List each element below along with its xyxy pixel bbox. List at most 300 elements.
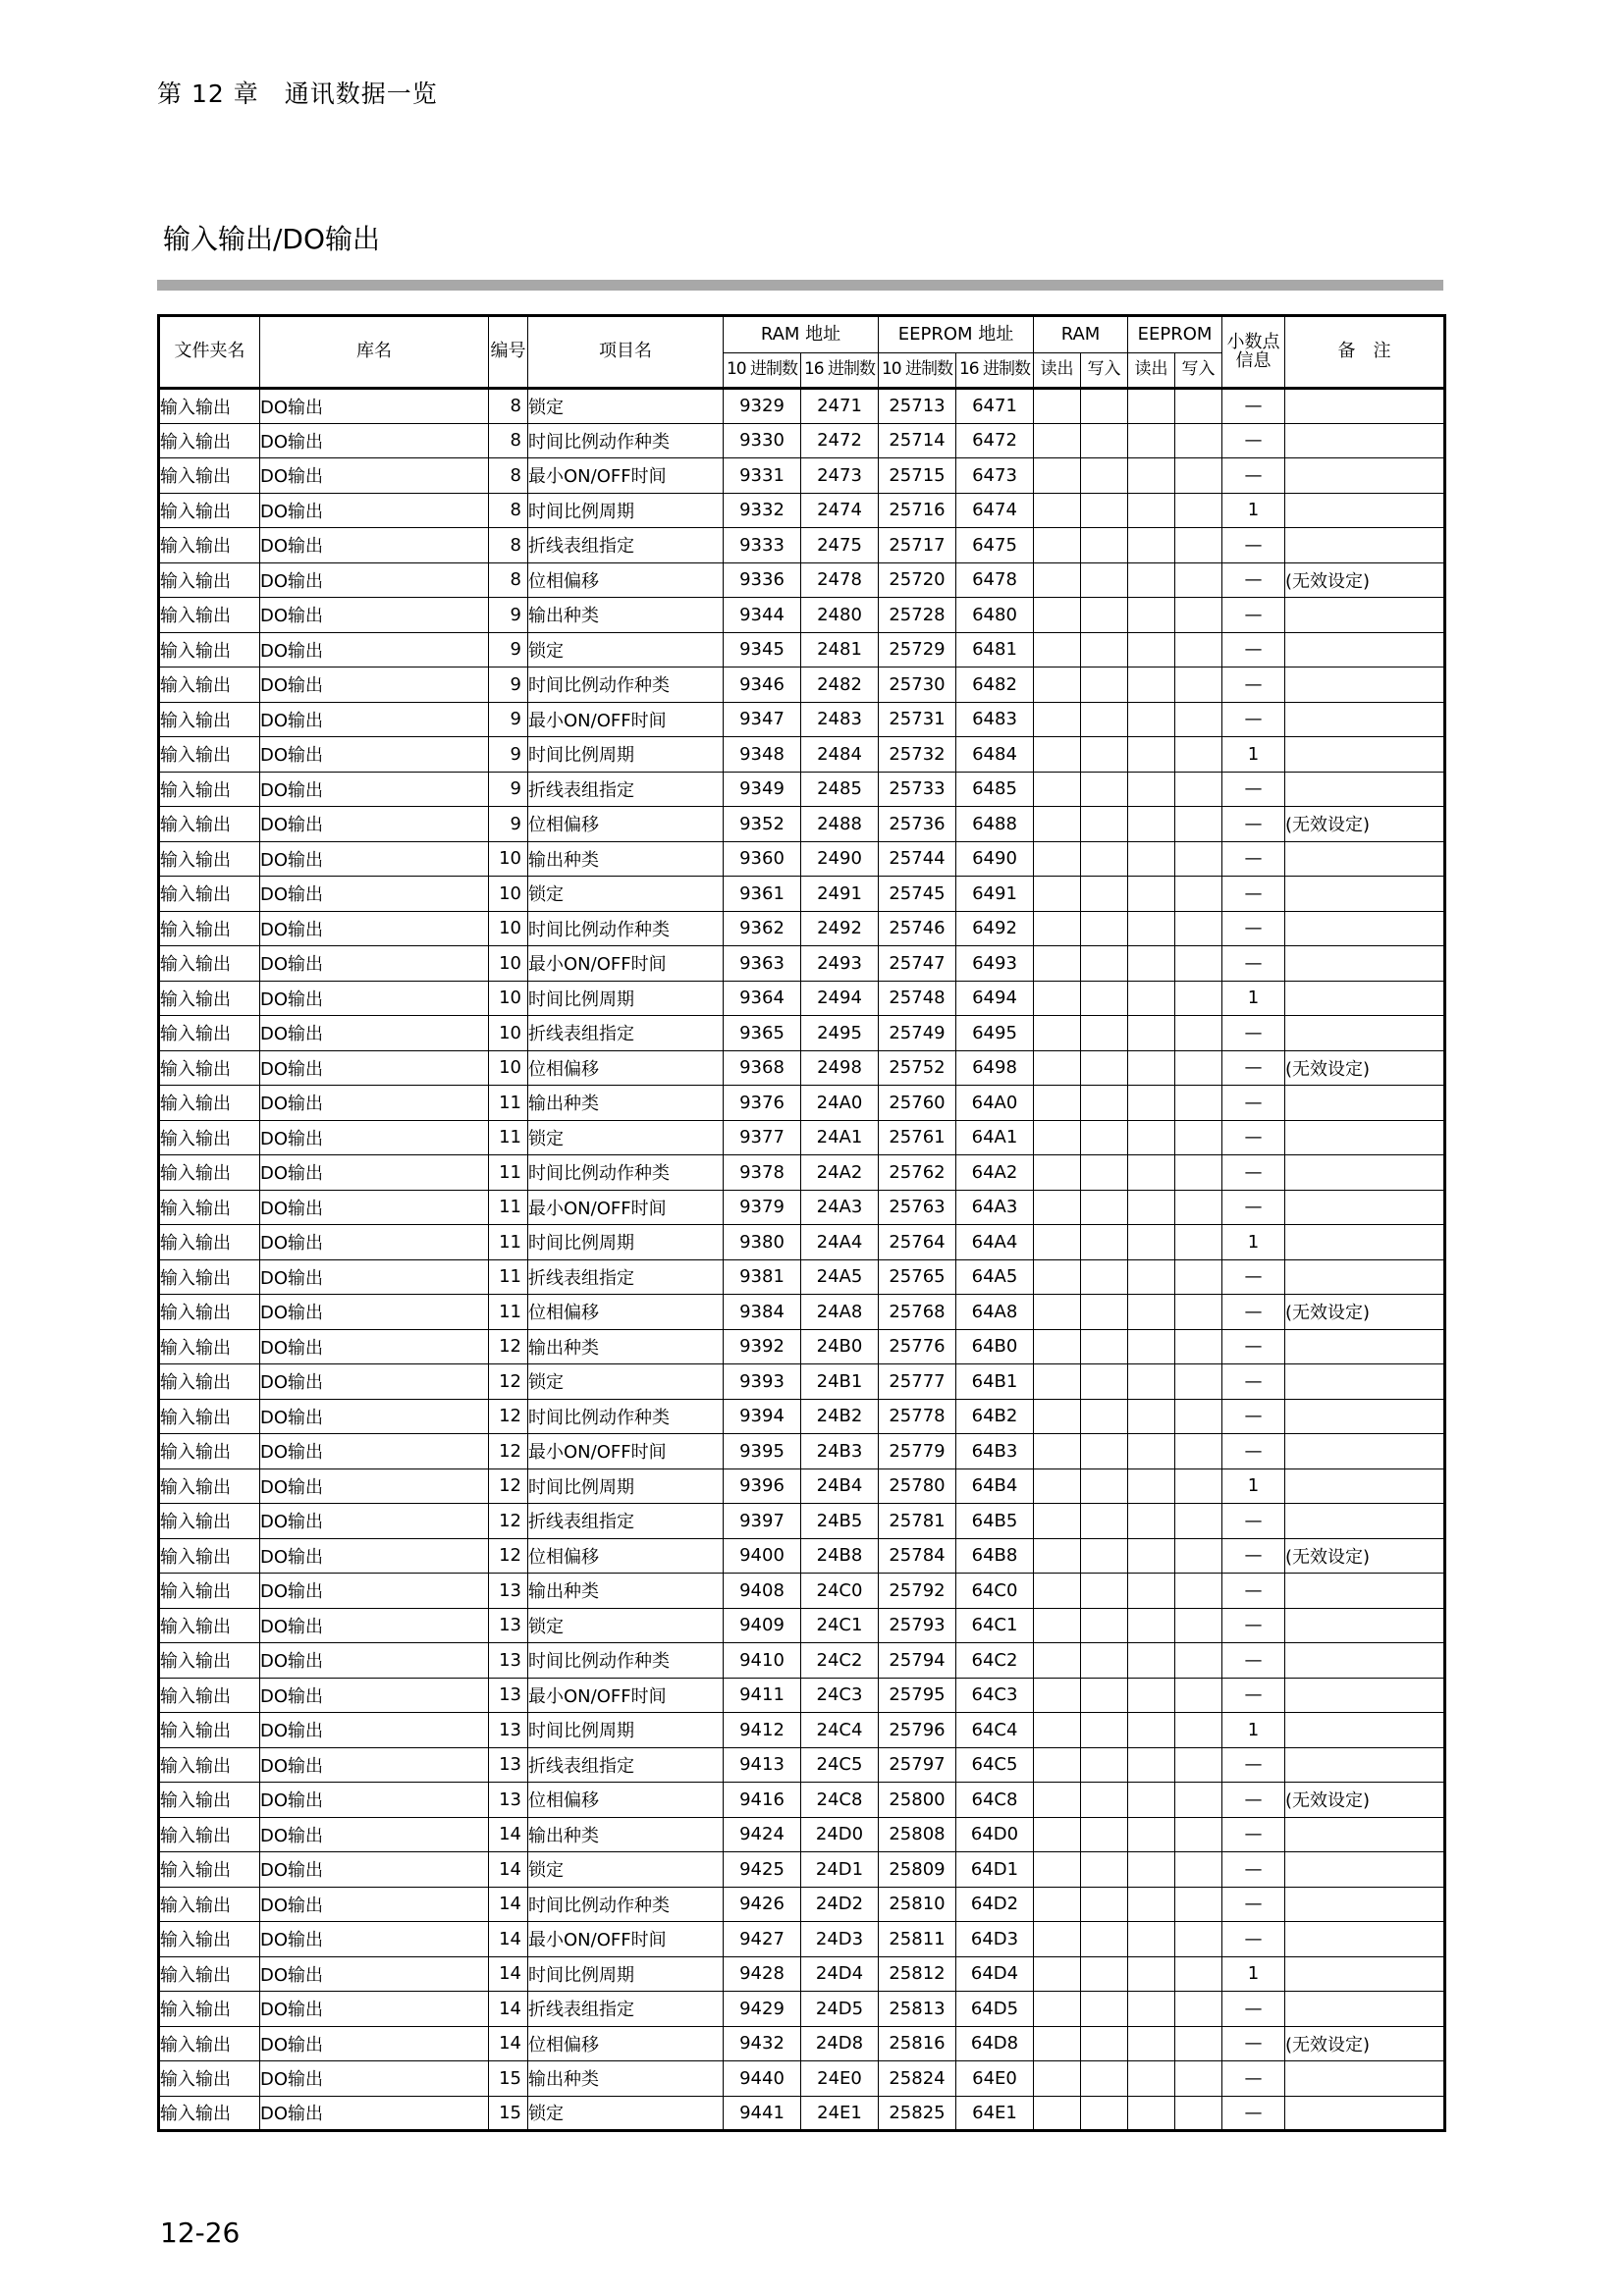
- cell-number: 12: [489, 1468, 528, 1504]
- cell-note: (无效设定): [1285, 1050, 1445, 1086]
- cell-ram-hex: 2482: [801, 667, 879, 703]
- cell-ram-dec: 9331: [724, 458, 801, 494]
- cell-library: DO输出: [260, 1434, 489, 1469]
- cell-ram-read: [1034, 1992, 1081, 2027]
- cell-item: 锁定: [528, 2096, 724, 2131]
- cell-eeprom-dec: 25731: [879, 702, 956, 737]
- cell-folder: 输入输出: [159, 1434, 260, 1469]
- cell-eeprom-dec: 25762: [879, 1155, 956, 1191]
- cell-note: [1285, 1852, 1445, 1888]
- cell-eeprom-hex: 6498: [956, 1050, 1034, 1086]
- cell-folder: 输入输出: [159, 1295, 260, 1330]
- table-row: [159, 946, 1445, 982]
- cell-folder: 输入输出: [159, 1608, 260, 1643]
- cell-ram-read: [1034, 598, 1081, 633]
- section-title: 输入输出/DO输出: [163, 223, 381, 255]
- cell-item: 位相偏移: [528, 1538, 724, 1574]
- cell-number: 9: [489, 702, 528, 737]
- cell-ram-read: [1034, 1504, 1081, 1539]
- cell-ram-read: [1034, 2026, 1081, 2061]
- cell-eeprom-hex: 6495: [956, 1016, 1034, 1051]
- cell-decimal: —: [1222, 946, 1285, 982]
- cell-ram-read: [1034, 1190, 1081, 1225]
- table-row: [159, 423, 1445, 458]
- cell-eeprom-dec: 25777: [879, 1364, 956, 1400]
- cell-decimal: —: [1222, 1643, 1285, 1679]
- cell-ram-hex: 24B8: [801, 1538, 879, 1574]
- cell-decimal: —: [1222, 1608, 1285, 1643]
- table-row: [159, 1364, 1445, 1400]
- cell-eeprom-hex: 6472: [956, 423, 1034, 458]
- table-row: [159, 562, 1445, 598]
- cell-number: 12: [489, 1504, 528, 1539]
- cell-ram-hex: 2475: [801, 528, 879, 563]
- cell-ram-dec: 9344: [724, 598, 801, 633]
- cell-decimal: 1: [1222, 1956, 1285, 1992]
- cell-decimal: —: [1222, 1259, 1285, 1295]
- cell-eeprom-read: [1128, 1922, 1175, 1957]
- cell-number: 11: [489, 1259, 528, 1295]
- table-row: [159, 841, 1445, 877]
- cell-note: [1285, 598, 1445, 633]
- cell-ram-hex: 24C4: [801, 1713, 879, 1748]
- cell-eeprom-write: [1175, 702, 1222, 737]
- cell-eeprom-read: [1128, 389, 1175, 424]
- cell-eeprom-write: [1175, 2061, 1222, 2097]
- cell-library: DO输出: [260, 2061, 489, 2097]
- table-row: [159, 1504, 1445, 1539]
- cell-number: 13: [489, 1713, 528, 1748]
- cell-eeprom-read: [1128, 1259, 1175, 1295]
- cell-eeprom-hex: 64A4: [956, 1225, 1034, 1260]
- header-eeprom: EEPROM: [1128, 316, 1222, 353]
- cell-ram-read: [1034, 1225, 1081, 1260]
- cell-ram-read: [1034, 1956, 1081, 1992]
- table-row: [159, 667, 1445, 703]
- cell-item: 最小ON/OFF时间: [528, 458, 724, 494]
- cell-ram-hex: 2480: [801, 598, 879, 633]
- cell-ram-read: [1034, 1574, 1081, 1609]
- cell-ram-dec: 9329: [724, 389, 801, 424]
- cell-number: 8: [489, 562, 528, 598]
- cell-eeprom-hex: 6471: [956, 389, 1034, 424]
- cell-eeprom-write: [1175, 1086, 1222, 1121]
- cell-ram-hex: 2495: [801, 1016, 879, 1051]
- cell-eeprom-write: [1175, 423, 1222, 458]
- header-ram-write: 写入: [1081, 353, 1128, 389]
- cell-eeprom-dec: 25796: [879, 1713, 956, 1748]
- cell-ram-dec: 9362: [724, 911, 801, 946]
- cell-number: 14: [489, 1852, 528, 1888]
- cell-ram-dec: 9412: [724, 1713, 801, 1748]
- cell-note: [1285, 1922, 1445, 1957]
- cell-folder: 输入输出: [159, 1399, 260, 1434]
- cell-note: [1285, 2061, 1445, 2097]
- cell-eeprom-read: [1128, 772, 1175, 807]
- cell-library: DO输出: [260, 1783, 489, 1818]
- cell-ram-read: [1034, 1016, 1081, 1051]
- cell-ram-read: [1034, 562, 1081, 598]
- cell-ram-hex: 2498: [801, 1050, 879, 1086]
- cell-ram-read: [1034, 1259, 1081, 1295]
- cell-library: DO输出: [260, 632, 489, 667]
- cell-ram-read: [1034, 1713, 1081, 1748]
- cell-item: 时间比例周期: [528, 1225, 724, 1260]
- cell-decimal: —: [1222, 841, 1285, 877]
- cell-eeprom-hex: 64C8: [956, 1783, 1034, 1818]
- cell-eeprom-hex: 64B8: [956, 1538, 1034, 1574]
- cell-eeprom-write: [1175, 911, 1222, 946]
- cell-ram-hex: 24A5: [801, 1259, 879, 1295]
- cell-library: DO输出: [260, 1852, 489, 1888]
- table-row: [159, 1956, 1445, 1992]
- cell-library: DO输出: [260, 1155, 489, 1191]
- cell-note: (无效设定): [1285, 1783, 1445, 1818]
- cell-library: DO输出: [260, 1817, 489, 1852]
- cell-decimal: —: [1222, 1574, 1285, 1609]
- cell-note: [1285, 458, 1445, 494]
- cell-ram-write: [1081, 1783, 1128, 1818]
- cell-item: 时间比例动作种类: [528, 911, 724, 946]
- cell-number: 15: [489, 2061, 528, 2097]
- cell-eeprom-write: [1175, 1992, 1222, 2027]
- cell-decimal: —: [1222, 1817, 1285, 1852]
- cell-ram-read: [1034, 877, 1081, 912]
- table-row: [159, 632, 1445, 667]
- cell-ram-hex: 24E1: [801, 2096, 879, 2131]
- cell-ram-hex: 24E0: [801, 2061, 879, 2097]
- cell-ram-read: [1034, 1468, 1081, 1504]
- table-header: [159, 316, 1445, 389]
- cell-ram-hex: 24D2: [801, 1887, 879, 1922]
- cell-eeprom-read: [1128, 1783, 1175, 1818]
- cell-ram-write: [1081, 1852, 1128, 1888]
- cell-note: (无效设定): [1285, 562, 1445, 598]
- cell-number: 14: [489, 1887, 528, 1922]
- cell-eeprom-write: [1175, 981, 1222, 1016]
- cell-ram-read: [1034, 1783, 1081, 1818]
- cell-eeprom-hex: 6494: [956, 981, 1034, 1016]
- cell-eeprom-read: [1128, 1574, 1175, 1609]
- cell-eeprom-dec: 25812: [879, 1956, 956, 1992]
- cell-eeprom-write: [1175, 598, 1222, 633]
- cell-eeprom-read: [1128, 1504, 1175, 1539]
- table-row: [159, 877, 1445, 912]
- cell-decimal: —: [1222, 1016, 1285, 1051]
- table-row: [159, 458, 1445, 494]
- cell-ram-hex: 24B3: [801, 1434, 879, 1469]
- cell-eeprom-read: [1128, 667, 1175, 703]
- cell-ram-read: [1034, 1538, 1081, 1574]
- cell-ram-write: [1081, 1574, 1128, 1609]
- cell-library: DO输出: [260, 841, 489, 877]
- cell-ram-dec: 9440: [724, 2061, 801, 2097]
- cell-eeprom-read: [1128, 458, 1175, 494]
- cell-note: [1285, 1155, 1445, 1191]
- cell-library: DO输出: [260, 1259, 489, 1295]
- cell-ram-hex: 2473: [801, 458, 879, 494]
- cell-library: DO输出: [260, 2096, 489, 2131]
- cell-ram-write: [1081, 598, 1128, 633]
- cell-eeprom-hex: 64A3: [956, 1190, 1034, 1225]
- cell-number: 14: [489, 1956, 528, 1992]
- cell-ram-read: [1034, 632, 1081, 667]
- table-row: [159, 528, 1445, 563]
- cell-ram-hex: 24C0: [801, 1574, 879, 1609]
- cell-ram-read: [1034, 458, 1081, 494]
- cell-library: DO输出: [260, 1678, 489, 1713]
- cell-decimal: —: [1222, 1887, 1285, 1922]
- cell-ram-dec: 9360: [724, 841, 801, 877]
- header-eeprom-dec: 10 进制数: [879, 353, 956, 389]
- cell-note: [1285, 1504, 1445, 1539]
- cell-eeprom-dec: 25748: [879, 981, 956, 1016]
- cell-ram-dec: 9393: [724, 1364, 801, 1400]
- cell-eeprom-dec: 25746: [879, 911, 956, 946]
- table-row: [159, 1434, 1445, 1469]
- cell-ram-write: [1081, 1259, 1128, 1295]
- cell-eeprom-read: [1128, 1190, 1175, 1225]
- cell-eeprom-dec: 25781: [879, 1504, 956, 1539]
- cell-ram-hex: 24A2: [801, 1155, 879, 1191]
- cell-ram-write: [1081, 841, 1128, 877]
- cell-decimal: —: [1222, 2061, 1285, 2097]
- cell-eeprom-write: [1175, 1574, 1222, 1609]
- cell-eeprom-read: [1128, 1050, 1175, 1086]
- cell-eeprom-hex: 64A5: [956, 1259, 1034, 1295]
- cell-eeprom-dec: 25776: [879, 1329, 956, 1364]
- cell-eeprom-hex: 64C3: [956, 1678, 1034, 1713]
- cell-note: [1285, 1016, 1445, 1051]
- cell-ram-dec: 9409: [724, 1608, 801, 1643]
- cell-ram-dec: 9425: [724, 1852, 801, 1888]
- cell-number: 11: [489, 1295, 528, 1330]
- cell-ram-read: [1034, 667, 1081, 703]
- cell-item: 折线表组指定: [528, 1504, 724, 1539]
- cell-item: 输出种类: [528, 1329, 724, 1364]
- cell-eeprom-write: [1175, 1329, 1222, 1364]
- cell-note: [1285, 1747, 1445, 1783]
- cell-eeprom-read: [1128, 528, 1175, 563]
- cell-ram-dec: 9361: [724, 877, 801, 912]
- cell-eeprom-write: [1175, 877, 1222, 912]
- cell-item: 折线表组指定: [528, 1992, 724, 2027]
- cell-library: DO输出: [260, 423, 489, 458]
- cell-ram-dec: 9365: [724, 1016, 801, 1051]
- cell-eeprom-hex: 64B5: [956, 1504, 1034, 1539]
- cell-number: 14: [489, 1922, 528, 1957]
- cell-eeprom-dec: 25716: [879, 493, 956, 528]
- cell-eeprom-read: [1128, 1329, 1175, 1364]
- cell-ram-write: [1081, 1643, 1128, 1679]
- cell-item: 时间比例周期: [528, 1956, 724, 1992]
- cell-library: DO输出: [260, 389, 489, 424]
- cell-ram-write: [1081, 1922, 1128, 1957]
- cell-library: DO输出: [260, 1329, 489, 1364]
- cell-eeprom-write: [1175, 1643, 1222, 1679]
- cell-eeprom-read: [1128, 1225, 1175, 1260]
- cell-decimal: —: [1222, 772, 1285, 807]
- cell-item: 位相偏移: [528, 807, 724, 842]
- cell-ram-read: [1034, 1887, 1081, 1922]
- cell-library: DO输出: [260, 1956, 489, 1992]
- cell-eeprom-hex: 64B0: [956, 1329, 1034, 1364]
- cell-ram-write: [1081, 1050, 1128, 1086]
- cell-eeprom-hex: 64B4: [956, 1468, 1034, 1504]
- cell-decimal: —: [1222, 877, 1285, 912]
- cell-eeprom-dec: 25730: [879, 667, 956, 703]
- header-eeprom-read: 读出: [1128, 353, 1175, 389]
- cell-library: DO输出: [260, 807, 489, 842]
- cell-ram-write: [1081, 632, 1128, 667]
- header-ram-read: 读出: [1034, 353, 1081, 389]
- cell-ram-read: [1034, 807, 1081, 842]
- cell-ram-dec: 9346: [724, 667, 801, 703]
- cell-decimal: 1: [1222, 1468, 1285, 1504]
- cell-eeprom-read: [1128, 1852, 1175, 1888]
- cell-eeprom-dec: 25810: [879, 1887, 956, 1922]
- cell-number: 9: [489, 737, 528, 773]
- cell-eeprom-write: [1175, 946, 1222, 982]
- cell-library: DO输出: [260, 1643, 489, 1679]
- cell-library: DO输出: [260, 702, 489, 737]
- cell-ram-hex: 2493: [801, 946, 879, 982]
- cell-note: [1285, 1956, 1445, 1992]
- cell-ram-hex: 24D5: [801, 1992, 879, 2027]
- cell-eeprom-read: [1128, 493, 1175, 528]
- cell-eeprom-dec: 25780: [879, 1468, 956, 1504]
- cell-number: 11: [489, 1155, 528, 1191]
- cell-eeprom-dec: 25714: [879, 423, 956, 458]
- cell-decimal: —: [1222, 1852, 1285, 1888]
- cell-eeprom-write: [1175, 493, 1222, 528]
- cell-ram-dec: 9333: [724, 528, 801, 563]
- cell-eeprom-read: [1128, 981, 1175, 1016]
- cell-ram-hex: 24C8: [801, 1783, 879, 1818]
- cell-folder: 输入输出: [159, 1086, 260, 1121]
- cell-note: [1285, 1608, 1445, 1643]
- table-row: [159, 1329, 1445, 1364]
- section-divider: [157, 280, 1443, 291]
- cell-item: 锁定: [528, 1120, 724, 1155]
- cell-ram-write: [1081, 1329, 1128, 1364]
- cell-ram-hex: 2485: [801, 772, 879, 807]
- cell-number: 13: [489, 1574, 528, 1609]
- cell-eeprom-read: [1128, 1887, 1175, 1922]
- cell-ram-read: [1034, 1817, 1081, 1852]
- cell-ram-write: [1081, 737, 1128, 773]
- cell-decimal: —: [1222, 1364, 1285, 1400]
- cell-number: 12: [489, 1434, 528, 1469]
- cell-decimal: —: [1222, 1295, 1285, 1330]
- cell-eeprom-read: [1128, 1817, 1175, 1852]
- cell-ram-read: [1034, 1120, 1081, 1155]
- cell-eeprom-hex: 6482: [956, 667, 1034, 703]
- chapter-heading: 第 12 章 通讯数据一览: [157, 80, 438, 108]
- cell-eeprom-write: [1175, 772, 1222, 807]
- cell-item: 位相偏移: [528, 562, 724, 598]
- cell-folder: 输入输出: [159, 981, 260, 1016]
- cell-ram-dec: 9424: [724, 1817, 801, 1852]
- cell-eeprom-dec: 25736: [879, 807, 956, 842]
- cell-ram-hex: 24C3: [801, 1678, 879, 1713]
- cell-number: 12: [489, 1364, 528, 1400]
- cell-eeprom-read: [1128, 562, 1175, 598]
- table-row: [159, 493, 1445, 528]
- cell-eeprom-hex: 64B1: [956, 1364, 1034, 1400]
- table-row: [159, 1259, 1445, 1295]
- cell-ram-hex: 24A0: [801, 1086, 879, 1121]
- cell-ram-read: [1034, 737, 1081, 773]
- cell-decimal: —: [1222, 1190, 1285, 1225]
- cell-note: [1285, 1817, 1445, 1852]
- cell-ram-write: [1081, 946, 1128, 982]
- cell-note: [1285, 1887, 1445, 1922]
- cell-eeprom-dec: 25795: [879, 1678, 956, 1713]
- cell-item: 最小ON/OFF时间: [528, 946, 724, 982]
- cell-eeprom-hex: 6473: [956, 458, 1034, 494]
- cell-eeprom-read: [1128, 1538, 1175, 1574]
- cell-ram-dec: 9400: [724, 1538, 801, 1574]
- table-row: [159, 1713, 1445, 1748]
- table-row: [159, 1190, 1445, 1225]
- cell-ram-dec: 9376: [724, 1086, 801, 1121]
- cell-eeprom-hex: 6475: [956, 528, 1034, 563]
- cell-ram-write: [1081, 1016, 1128, 1051]
- cell-eeprom-read: [1128, 598, 1175, 633]
- cell-number: 10: [489, 1050, 528, 1086]
- cell-library: DO输出: [260, 772, 489, 807]
- cell-eeprom-dec: 25747: [879, 946, 956, 982]
- header-note: 备 注: [1285, 316, 1445, 389]
- cell-folder: 输入输出: [159, 877, 260, 912]
- cell-eeprom-write: [1175, 1259, 1222, 1295]
- cell-note: [1285, 911, 1445, 946]
- cell-number: 13: [489, 1643, 528, 1679]
- cell-item: 输出种类: [528, 2061, 724, 2097]
- cell-folder: 输入输出: [159, 598, 260, 633]
- cell-note: [1285, 1329, 1445, 1364]
- cell-library: DO输出: [260, 1922, 489, 1957]
- table-row: [159, 1086, 1445, 1121]
- cell-ram-write: [1081, 1295, 1128, 1330]
- cell-ram-write: [1081, 1190, 1128, 1225]
- cell-number: 12: [489, 1538, 528, 1574]
- cell-ram-dec: 9379: [724, 1190, 801, 1225]
- cell-decimal: —: [1222, 702, 1285, 737]
- table-row: [159, 702, 1445, 737]
- cell-eeprom-write: [1175, 1434, 1222, 1469]
- cell-eeprom-hex: 6484: [956, 737, 1034, 773]
- cell-eeprom-dec: 25765: [879, 1259, 956, 1295]
- cell-number: 13: [489, 1783, 528, 1818]
- cell-library: DO输出: [260, 1538, 489, 1574]
- cell-note: (无效设定): [1285, 2026, 1445, 2061]
- cell-ram-dec: 9428: [724, 1956, 801, 1992]
- cell-eeprom-read: [1128, 1468, 1175, 1504]
- table-row: [159, 772, 1445, 807]
- cell-number: 13: [489, 1608, 528, 1643]
- cell-ram-read: [1034, 2061, 1081, 2097]
- cell-library: DO输出: [260, 1992, 489, 2027]
- cell-eeprom-write: [1175, 1887, 1222, 1922]
- cell-note: [1285, 946, 1445, 982]
- cell-item: 输出种类: [528, 1086, 724, 1121]
- cell-eeprom-write: [1175, 1713, 1222, 1748]
- cell-ram-write: [1081, 2026, 1128, 2061]
- cell-note: (无效设定): [1285, 1295, 1445, 1330]
- cell-folder: 输入输出: [159, 1956, 260, 1992]
